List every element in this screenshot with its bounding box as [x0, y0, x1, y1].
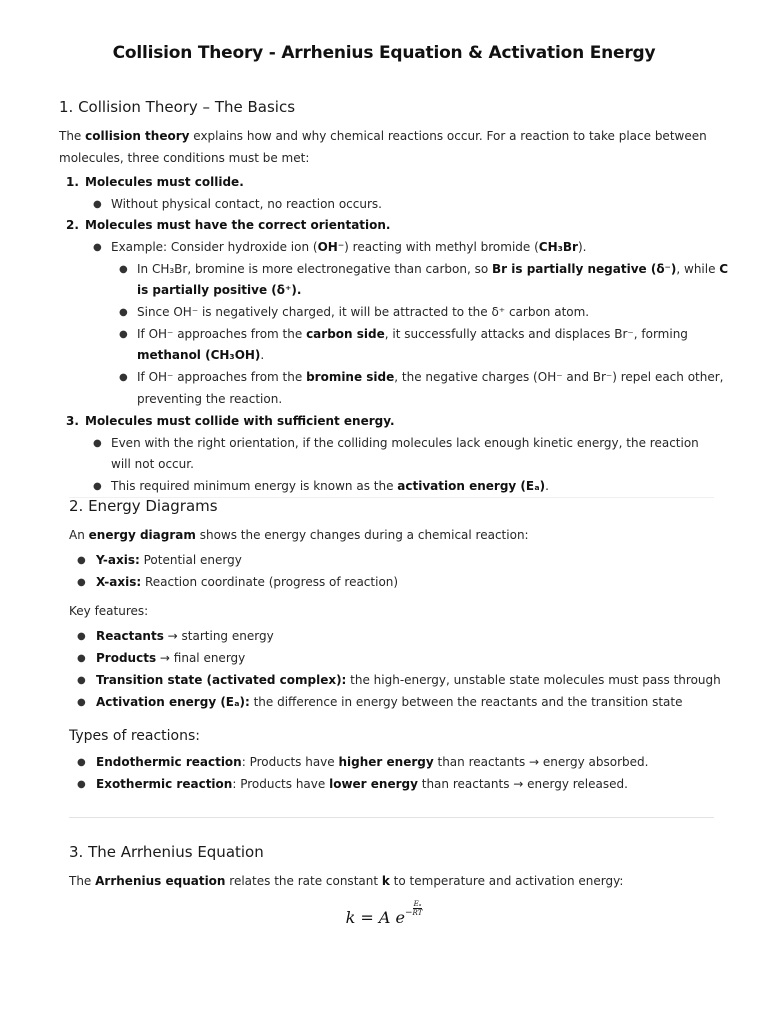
s1-intro-line-2: molecules, three conditions must be met:	[59, 151, 310, 165]
list-number: 1.	[66, 175, 79, 189]
condition-2-text: Molecules must have the correct orientation.	[85, 218, 391, 232]
text-bold: Transition state (activated complex):	[96, 673, 347, 687]
text: explains how and why chemical reactions occur. For a reaction to take place between	[189, 129, 707, 143]
text: The	[59, 129, 86, 143]
s1-intro-line-1	[59, 125, 707, 147]
text: to temperature and activation energy:	[389, 874, 624, 888]
sub-bullet-3-line-2	[137, 345, 264, 367]
text: than reactants → energy absorbed.	[433, 755, 649, 769]
formula-denominator: RT	[412, 909, 423, 917]
condition-3-text: Molecules must collide with sufficient energy.	[85, 414, 395, 428]
text-bold: C	[719, 262, 729, 276]
condition-3-bullet-2	[111, 476, 549, 498]
text: , the negative charges (OH⁻ and Br⁻) repel each other,	[394, 370, 724, 384]
sub-bullet-4-line-1	[137, 367, 723, 389]
bullet-icon: ●	[119, 264, 128, 275]
text: : Products have	[241, 755, 339, 769]
bullet-icon: ●	[119, 307, 128, 318]
text: The	[69, 874, 96, 888]
sub-bullet-3-line-1	[137, 324, 688, 346]
bullet-icon: ●	[77, 631, 86, 642]
s3-intro	[69, 870, 623, 892]
condition-1-bullet-1: Without physical contact, no reaction occurs.	[111, 197, 382, 211]
section-3-heading: 3. The Arrhenius Equation	[69, 843, 264, 861]
text: Reaction coordinate (progress of reaction)	[141, 575, 399, 589]
text-bold: carbon side	[306, 327, 385, 341]
bullet-icon: ●	[77, 779, 86, 790]
sub-bullet-2: Since OH⁻ is negatively charged, it will be attracted to the δ⁺ carbon atom.	[137, 305, 590, 319]
axis-y-item	[96, 550, 242, 572]
sub-bullet-1-line-1	[137, 259, 728, 281]
types-heading: Types of reactions:	[69, 728, 201, 744]
bullet-icon: ●	[77, 653, 86, 664]
text: than reactants → energy released.	[417, 777, 628, 791]
bullet-icon: ●	[77, 757, 86, 768]
bullet-icon: ●	[93, 242, 102, 253]
text-bold: bromine side	[306, 370, 395, 384]
text-bold: Reactants	[96, 629, 164, 643]
condition-3-bullet-1-line-1: Even with the right orientation, if the colliding molecules lack enough kinetic energy, the reaction	[111, 436, 699, 450]
text-bold: activation energy (Eₐ)	[397, 479, 546, 493]
text: , it successfully attacks and displaces Br⁻, forming	[384, 327, 688, 341]
bullet-icon: ●	[93, 199, 102, 210]
feature-transition-state	[96, 670, 721, 692]
text: .	[545, 479, 549, 493]
bullet-icon: ●	[77, 697, 86, 708]
key-features-label: Key features:	[69, 604, 149, 618]
list-number: 3.	[66, 414, 79, 428]
bullet-icon: ●	[93, 438, 102, 449]
arrhenius-formula	[0, 900, 768, 927]
section-1-heading: 1. Collision Theory – The Basics	[59, 98, 296, 116]
text-bold: Br is partially negative (δ⁻)	[492, 262, 677, 276]
bullet-icon: ●	[77, 555, 86, 566]
text: : Products have	[232, 777, 330, 791]
type-exothermic	[96, 774, 628, 796]
text-bold: Y-axis:	[96, 553, 140, 567]
text: In CH₃Br, bromine is more electronegative than carbon, so	[137, 262, 493, 276]
formula-numerator: Eₐ	[413, 900, 422, 908]
text-bold: Activation energy (Eₐ):	[96, 695, 250, 709]
bullet-icon: ●	[119, 372, 128, 383]
text-bold: OH⁻	[317, 240, 345, 254]
feature-activation-energy	[96, 692, 682, 714]
text-bold: Exothermic reaction	[96, 777, 233, 791]
text-bold: collision theory	[85, 129, 190, 143]
type-endothermic	[96, 752, 648, 774]
bullet-icon: ●	[119, 329, 128, 340]
feature-reactants	[96, 626, 274, 648]
text-bold: higher energy	[338, 755, 434, 769]
text: If OH⁻ approaches from the	[137, 327, 307, 341]
text: This required minimum energy is known as the	[111, 479, 398, 493]
text: → starting energy	[163, 629, 274, 643]
text: ) reacting with methyl bromide (	[344, 240, 539, 254]
text-bold: lower energy	[329, 777, 418, 791]
text: Example: Consider hydroxide ion (	[111, 240, 318, 254]
text: the high-energy, unstable state molecules must pass through	[346, 673, 721, 687]
sub-bullet-1-line-2	[137, 280, 301, 302]
text: If OH⁻ approaches from the	[137, 370, 307, 384]
feature-products	[96, 648, 245, 670]
text-bold: k	[381, 874, 390, 888]
text-bold: Arrhenius equation	[95, 874, 226, 888]
text: → final energy	[156, 651, 246, 665]
condition-2-bullet-1	[111, 237, 586, 259]
bullet-icon: ●	[77, 675, 86, 686]
text-bold: is partially positive (δ⁺).	[137, 283, 302, 297]
divider	[69, 817, 714, 818]
sub-bullet-4-line-2: preventing the reaction.	[137, 392, 283, 406]
text: the difference in energy between the reactants and the transition state	[249, 695, 683, 709]
list-number: 2.	[66, 218, 79, 232]
text: An	[69, 528, 89, 542]
text-bold: energy diagram	[88, 528, 196, 542]
text-bold: X-axis:	[96, 575, 142, 589]
text: .	[260, 348, 265, 362]
text: , while	[676, 262, 720, 276]
text: Potential energy	[139, 553, 242, 567]
formula-minus: −	[405, 908, 413, 918]
text: relates the rate constant	[225, 874, 382, 888]
bullet-icon: ●	[77, 577, 86, 588]
s2-intro	[69, 524, 529, 546]
condition-1-text: Molecules must collide.	[85, 175, 244, 189]
text-bold: Products	[96, 651, 157, 665]
text-bold: Endothermic reaction	[96, 755, 242, 769]
axis-x-item	[96, 572, 398, 594]
section-2-heading: 2. Energy Diagrams	[69, 497, 218, 515]
text: ).	[577, 240, 587, 254]
text: shows the energy changes during a chemical reaction:	[195, 528, 529, 542]
text-bold: methanol (CH₃OH)	[137, 348, 261, 362]
document-title: Collision Theory - Arrhenius Equation & Activation Energy	[112, 43, 656, 63]
text-bold: CH₃Br	[538, 240, 578, 254]
condition-3-bullet-1-line-2: will not occur.	[111, 457, 194, 471]
formula-exponent	[413, 900, 423, 917]
formula-lhs: k = A e	[345, 908, 405, 927]
bullet-icon: ●	[93, 481, 102, 492]
